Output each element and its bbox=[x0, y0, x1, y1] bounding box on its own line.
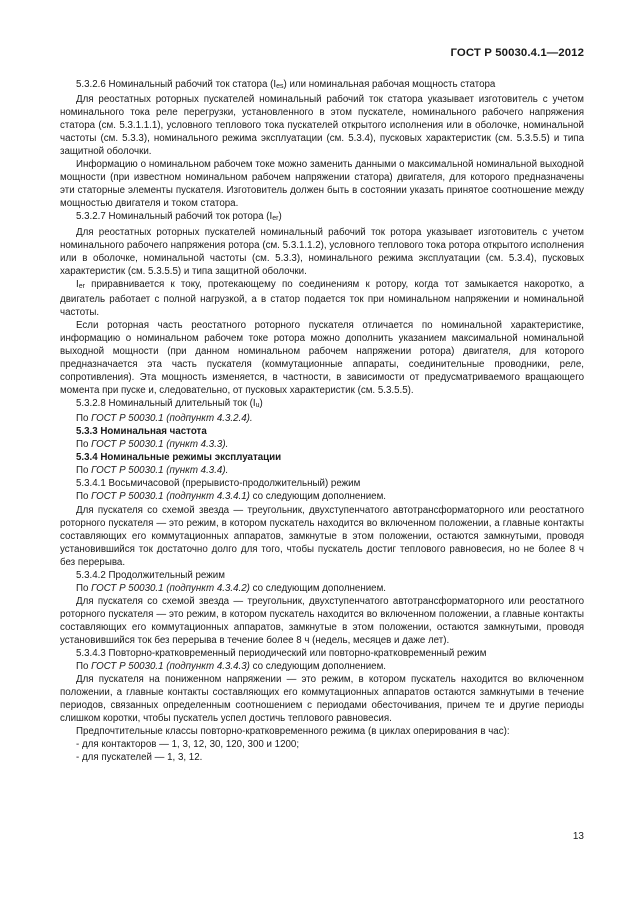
paragraph: 5.3.4.2 Продолжительный режим bbox=[76, 569, 225, 581]
paragraph: Для пускателя со схемой звезда — треугольник, двухступенчатого автотрансформаторного или реостатного роторного пускателя — это режим, в котором пускатель находится во включенном положении, а главные контакты составляющих его коммутационных аппаратов, замкнутые в этом положении, остаются замкнутыми, проводя установившийся ток без перерыва в течение более 8 ч (недель, месяцев и даже лет). bbox=[60, 595, 584, 646]
paragraph: Для пускателя на пониженном напряжении — это режим, в котором пускатель находится во включенном положении, а главные контакты составляющих его коммутационных аппаратов остаются замкнутыми в течение периодов, связанных определенным соотношением с периодами обесточивания, причем те и другие периоды слишком коротки, чтобы пускатель успел достичь теплового равновесия. bbox=[60, 674, 584, 725]
paragraph: - для пускателей — 1, 3, 12. bbox=[76, 752, 203, 764]
section-heading: 5.3.4 Номинальные режимы эксплуатации bbox=[76, 452, 282, 464]
paragraph: По ГОСТ Р 50030.1 (подпункт 4.3.4.2) со следующим дополнением. bbox=[76, 582, 387, 594]
paragraph: По ГОСТ Р 50030.1 (подпункт 4.3.2.4). bbox=[76, 413, 253, 425]
paragraph: 5.3.2.6 Номинальный рабочий ток статора (Ies) или номинальная рабочая мощность статора bbox=[76, 79, 496, 90]
paragraph: 5.3.4.1 Восьмичасовой (прерывисто-продолжительный) режим bbox=[76, 478, 361, 490]
paragraph: Ier приравнивается к току, протекающему по соединениям к ротору, когда тот замыкается накоротко, а двигатель работает с полной нагрузкой, а в статор подается ток при номинальном напряжении и номинальной частоты. bbox=[60, 278, 584, 318]
paragraph: По ГОСТ Р 50030.1 (подпункт 4.3.4.1) со следующим дополнением. bbox=[76, 491, 387, 503]
paragraph: - для контакторов — 1, 3, 12, 30, 120, 300 и 1200; bbox=[76, 739, 300, 751]
page-number: 13 bbox=[572, 831, 584, 842]
paragraph: 5.3.4.3 Повторно-кратковременный периодический или повторно-кратковременный режим bbox=[76, 648, 487, 660]
paragraph: 5.3.2.7 Номинальный рабочий ток ротора (Ier) bbox=[76, 211, 282, 223]
paragraph: Если роторная часть реостатного роторного пускателя отличается по номинальной характеристике, информацию о номинальном рабочем токе ротора можно дополнить указанием максимальной номинальной выходной мощности (при данном номинальном рабочем напряжении ротора) двигателя, для которого предназначается эта часть пускателя (коммутационные аппараты, соединительные проводники, реле, сопротивления). Эта мощность изменяется, в частности, в зависимости от предусматриваемого вращающего момента при пуске и, следовательно, от пусковых характеристик (см. 5.3.5.5). bbox=[60, 319, 584, 397]
paragraph: По ГОСТ Р 50030.1 (пункт 4.3.3). bbox=[76, 439, 229, 451]
paragraph: Предпочтительные классы повторно-кратковременного режима (в циклах оперирования в час): bbox=[76, 726, 510, 738]
paragraph: 5.3.2.8 Номинальный длительный ток (Iu) bbox=[76, 398, 263, 410]
paragraph: По ГОСТ Р 50030.1 (пункт 4.3.4). bbox=[76, 465, 229, 477]
document-code-header: ГОСТ Р 50030.4.1—2012 bbox=[450, 47, 584, 59]
paragraph: Для реостатных роторных пускателей номинальный рабочий ток статора указывает изготовитель с учетом номинального тока реле перегрузки, установленного в этом пускателе, номинального рабочего напряжения статора (см. 5.3.1.1.1), условного теплового тока пускателей открытого исполнения или в оболочке, номинальной частоты (см. 5.3.3), номинального режима эксплуатации (см. 5.3.4), пусковых характеристик (см. 5.3.5.5) и типа защитной оболочки. bbox=[60, 94, 584, 158]
page-body bbox=[60, 78, 584, 764]
paragraph: По ГОСТ Р 50030.1 (подпункт 4.3.4.3) со следующим дополнением. bbox=[76, 661, 387, 673]
paragraph: Для пускателя со схемой звезда — треугольник, двухступенчатого автотрансформаторного или реостатного роторного пускателя — это режим, в котором пускатель находится во включенном положении, а главные контакты составляющих его коммутационных аппаратов, замкнутые в этом положении, остаются замкнутыми, проводя установившийся ток достаточно долго для того, чтобы пускатель достиг теплового равновесия, но не более 8 ч без перерыва. bbox=[60, 504, 584, 568]
paragraph: Информацию о номинальном рабочем токе можно заменить данными о максимальной номинальной выходной мощности (при известном номинальном рабочем напряжении статора) двигателя, для которого предназначены эти статорные элементы пускателя. Изготовитель должен быть в состоянии указать принятое соотношение между мощностью двигателя и током статора. bbox=[60, 159, 584, 210]
paragraph: Для реостатных роторных пускателей номинальный рабочий ток ротора указывает изготовитель с учетом номинального рабочего напряжения ротора (см. 5.3.1.1.2), условного теплового тока ротора открытого исполнения или в оболочке, номинальной частоты (см. 5.3.3), номинального режима эксплуатации (см. 5.3.4), пусковых характеристик (см. 5.3.5.5) и типа защитной оболочки. bbox=[60, 226, 584, 277]
section-heading: 5.3.3 Номинальная частота bbox=[76, 426, 207, 438]
